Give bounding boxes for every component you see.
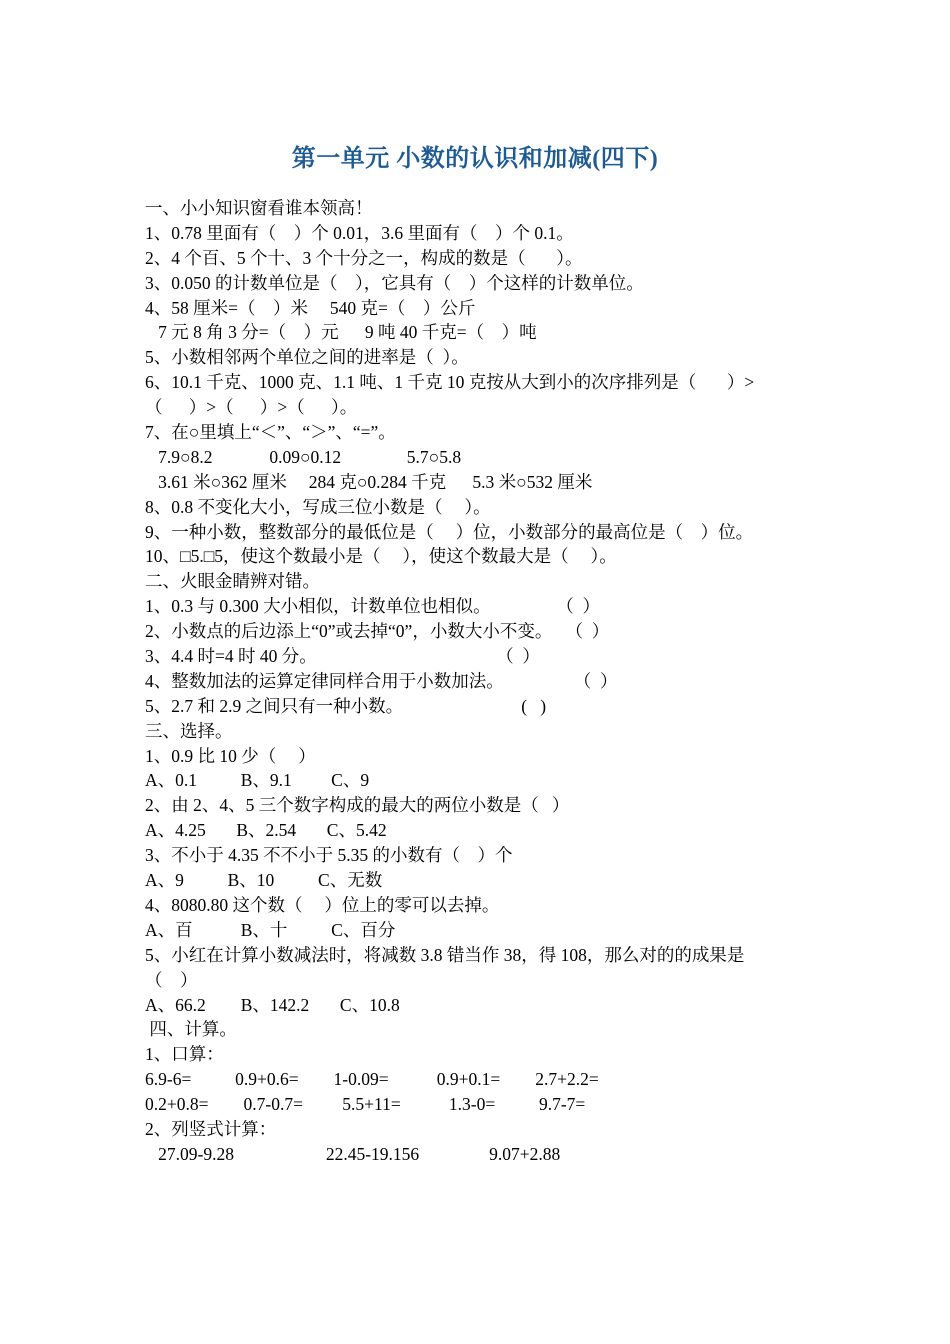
worksheet-line: 2、由 2、4、5 三个数字构成的最大的两位小数是（ ） [145, 795, 570, 816]
worksheet-line: 二、火眼金睛辨对错。 [145, 571, 320, 592]
worksheet-line: 2、小数点的后边添上“0”或去掉“0”，小数大小不变。 （ ） [145, 621, 610, 642]
worksheet-line: 一、小小知识窗看谁本领高！ [145, 198, 373, 218]
worksheet-line: 27.09-9.28 22.45-19.156 9.07+2.88 [145, 1143, 561, 1164]
worksheet-line: 4、58 厘米=（ ）米 540 克=（ ）公斤 [145, 297, 476, 318]
worksheet-line: A、4.25 B、2.54 C、5.42 [145, 820, 387, 841]
worksheet-line: 7 元 8 角 3 分=（ ）元 9 吨 40 千克=（ ）吨 [145, 322, 537, 343]
worksheet-line: 3、0.050 的计数单位是（ ），它具有（ ）个这样的计数单位。 [145, 272, 644, 293]
worksheet-line: 10、□5.□5，使这个数最小是（ ），使这个数最大是（ ）。 [145, 546, 617, 567]
worksheet-line: 5、小数相邻两个单位之间的进率是（ ）。 [145, 347, 469, 368]
worksheet-line: （ ）>（ ）>（ ）。 [145, 397, 358, 418]
worksheet-line: 三、选择。 [145, 720, 233, 741]
worksheet-line: 6.9-6= 0.9+0.6= 1-0.09= 0.9+0.1= 2.7+2.2= [145, 1069, 599, 1090]
worksheet-line: A、66.2 B、142.2 C、10.8 [145, 994, 400, 1015]
worksheet-line: A、0.1 B、9.1 C、9 [145, 770, 370, 791]
worksheet-line: 4、8080.80 这个数（ ）位上的零可以去掉。 [145, 894, 500, 915]
worksheet-line: 6、10.1 千克、1000 克、1.1 吨、1 千克 10 克按从大到小的次序排列是（ ）> [145, 372, 755, 393]
document-title: 第一单元 小数的认识和加减(四下) [291, 146, 659, 172]
worksheet-line: 5、2.7 和 2.9 之间只有一种小数。 ( ) [145, 695, 547, 716]
worksheet-line: 2、列竖式计算： [145, 1118, 277, 1139]
worksheet-line: 1、0.9 比 10 少（ ） [145, 745, 316, 766]
worksheet-line: A、百 B、十 C、百分 [145, 919, 396, 940]
worksheet-line: 4、整数加法的运算定律同样合用于小数加法。 （ ） [145, 670, 618, 691]
worksheet-line: 7、在○里填上“＜”、“＞”、“=”。 [145, 422, 396, 443]
worksheet-line: 1、口算： [145, 1044, 224, 1065]
worksheet-line: 2、4 个百、5 个十、3 个十分之一，构成的数是（ ）。 [145, 247, 583, 268]
worksheet-line: 3、4.4 时=4 时 40 分。 （ ） [145, 646, 540, 667]
worksheet-line: 1、0.3 与 0.300 大小相似，计数单位也相似。 （ ） [145, 596, 600, 617]
worksheet-line: 3.61 米○362 厘米 284 克○0.284 千克 5.3 米○532 厘米 [145, 471, 593, 492]
worksheet-line: 0.2+0.8= 0.7-0.7= 5.5+11= 1.3-0= 9.7-7= [145, 1094, 586, 1115]
worksheet-line: （ ） [145, 969, 198, 990]
worksheet-line: 8、0.8 不变化大小，写成三位小数是（ ）。 [145, 496, 491, 517]
worksheet-line: 7.9○8.2 0.09○0.12 5.7○5.8 [145, 446, 462, 467]
worksheet-line: A、9 B、10 C、无数 [145, 870, 383, 891]
worksheet-line: 3、不小于 4.35 不不小于 5.35 的小数有（ ）个 [145, 845, 513, 866]
worksheet-body [145, 196, 815, 1167]
worksheet-line: 5、小红在计算小数减法时，将减数 3.8 错当作 38，得 108，那么对的的成果是 [145, 944, 745, 965]
worksheet-line: 9、一种小数，整数部分的最低位是（ ）位，小数部分的最高位是（ ）位。 [145, 521, 754, 542]
worksheet-line: 四、计算。 [145, 1019, 237, 1040]
worksheet-line: 1、0.78 里面有（ ）个 0.01，3.6 里面有（ ）个 0.1。 [145, 222, 574, 243]
